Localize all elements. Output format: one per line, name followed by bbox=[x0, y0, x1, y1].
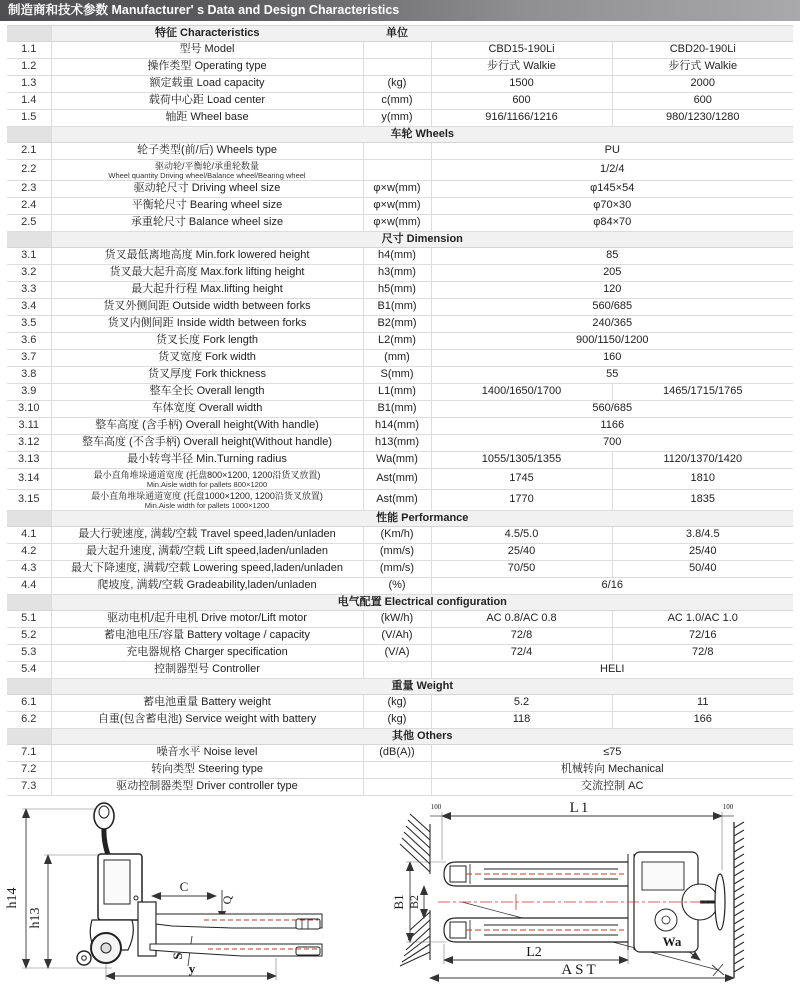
dim-label-l2: L2 bbox=[526, 945, 542, 960]
spec-row bbox=[7, 76, 793, 93]
row-value-merged: φ145×54 bbox=[431, 181, 793, 198]
row-unit bbox=[363, 143, 431, 160]
row-value-model1: CBD15-190Li bbox=[431, 42, 612, 59]
section-header-row bbox=[7, 26, 793, 42]
side-view-drawing bbox=[0, 798, 366, 986]
dim-label-right-margin: 100 bbox=[722, 803, 734, 811]
row-description: 承重轮尺寸 Balance wheel size bbox=[51, 215, 363, 232]
row-number: 4.2 bbox=[7, 544, 51, 561]
unit-header: 单位 bbox=[363, 26, 431, 42]
top-view-drawing bbox=[366, 798, 796, 986]
row-description: 蓄电池电压/容量 Battery voltage / capacity bbox=[51, 628, 363, 645]
row-value-model1: 5.2 bbox=[431, 695, 612, 712]
row-value-merged: 55 bbox=[431, 367, 793, 384]
dim-label-l1: L1 bbox=[569, 800, 591, 816]
row-value-merged: 1166 bbox=[431, 418, 793, 435]
page-title: 制造商和技术参数 Manufacturer' s Data and Design Characteristics bbox=[0, 0, 800, 21]
row-unit: h5(mm) bbox=[363, 282, 431, 299]
row-unit: φ×w(mm) bbox=[363, 215, 431, 232]
row-unit: (mm/s) bbox=[363, 561, 431, 578]
row-value-model2: 72/16 bbox=[612, 628, 793, 645]
row-value-model2: CBD20-190Li bbox=[612, 42, 793, 59]
row-value-merged: 1/2/4 bbox=[431, 160, 793, 181]
row-unit: (dB(A)) bbox=[363, 745, 431, 762]
row-description: 轮子类型(前/后) Wheels type bbox=[51, 143, 363, 160]
row-value-model2: 1120/1370/1420 bbox=[612, 452, 793, 469]
row-description: 驱动控制器类型 Driver controller type bbox=[51, 779, 363, 796]
row-number: 3.12 bbox=[7, 435, 51, 452]
row-number: 3.9 bbox=[7, 384, 51, 401]
row-number: 2.3 bbox=[7, 181, 51, 198]
row-description: 转向类型 Steering type bbox=[51, 762, 363, 779]
row-description: 货叉最低离地高度 Min.fork lowered height bbox=[51, 248, 363, 265]
row-unit: (%) bbox=[363, 578, 431, 595]
spec-row bbox=[7, 42, 793, 59]
spec-row bbox=[7, 215, 793, 232]
dim-label-c: C bbox=[179, 879, 189, 894]
row-number: 6.2 bbox=[7, 712, 51, 729]
row-unit bbox=[363, 762, 431, 779]
row-unit: (V/A) bbox=[363, 645, 431, 662]
row-value-model1: 72/4 bbox=[431, 645, 612, 662]
row-number: 2.1 bbox=[7, 143, 51, 160]
spec-row bbox=[7, 452, 793, 469]
row-number: 6.1 bbox=[7, 695, 51, 712]
row-number: 3.5 bbox=[7, 316, 51, 333]
row-value-model1: 步行式 Walkie bbox=[431, 59, 612, 76]
dim-label-q: Q bbox=[220, 895, 234, 905]
row-unit: Ast(mm) bbox=[363, 490, 431, 511]
spec-row bbox=[7, 645, 793, 662]
row-number: 3.8 bbox=[7, 367, 51, 384]
row-number: 3.14 bbox=[7, 469, 51, 490]
spec-row bbox=[7, 110, 793, 127]
section-label: 重量 Weight bbox=[51, 679, 793, 695]
row-number: 1.4 bbox=[7, 93, 51, 110]
row-description: 最大起升速度, 满载/空载 Lift speed,laden/unladen bbox=[51, 544, 363, 561]
row-value-model2: 600 bbox=[612, 93, 793, 110]
row-description: 货叉厚度 Fork thickness bbox=[51, 367, 363, 384]
row-description: 型号 Model bbox=[51, 42, 363, 59]
row-number: 7.2 bbox=[7, 762, 51, 779]
row-number: 1.3 bbox=[7, 76, 51, 93]
row-value-merged: φ70×30 bbox=[431, 198, 793, 215]
spec-row bbox=[7, 527, 793, 544]
row-description: 最大起升行程 Max.lifting height bbox=[51, 282, 363, 299]
spec-row bbox=[7, 745, 793, 762]
dim-label-wa: Wa bbox=[662, 934, 682, 949]
row-description: 自重(包含蓄电池) Service weight with battery bbox=[51, 712, 363, 729]
row-value-merged: 700 bbox=[431, 435, 793, 452]
row-unit: (kg) bbox=[363, 695, 431, 712]
row-description: 货叉外侧间距 Outside width between forks bbox=[51, 299, 363, 316]
row-value-model1: 118 bbox=[431, 712, 612, 729]
row-unit: (mm) bbox=[363, 350, 431, 367]
row-number: 7.3 bbox=[7, 779, 51, 796]
section-label: 特征 Characteristics bbox=[51, 26, 363, 42]
row-unit: c(mm) bbox=[363, 93, 431, 110]
row-description: 充电器规格 Charger specification bbox=[51, 645, 363, 662]
section-header-row bbox=[7, 232, 793, 248]
row-unit: h14(mm) bbox=[363, 418, 431, 435]
row-number: 1.1 bbox=[7, 42, 51, 59]
section-header-row bbox=[7, 729, 793, 745]
row-unit bbox=[363, 662, 431, 679]
row-description: 最大行驶速度, 满载/空载 Travel speed,laden/unladen bbox=[51, 527, 363, 544]
row-number: 2.4 bbox=[7, 198, 51, 215]
row-unit: h3(mm) bbox=[363, 265, 431, 282]
row-number: 2.2 bbox=[7, 160, 51, 181]
row-value-merged: 560/685 bbox=[431, 401, 793, 418]
row-description bbox=[51, 490, 363, 511]
row-description: 最小转弯半径 Min.Turning radius bbox=[51, 452, 363, 469]
row-number: 3.10 bbox=[7, 401, 51, 418]
spec-row bbox=[7, 662, 793, 679]
spec-row bbox=[7, 143, 793, 160]
row-number: 7.1 bbox=[7, 745, 51, 762]
row-value-model2: 25/40 bbox=[612, 544, 793, 561]
row-number: 5.1 bbox=[7, 611, 51, 628]
spec-table-body bbox=[7, 26, 793, 796]
spec-row bbox=[7, 59, 793, 76]
row-description-zh: 驱动轮/平衡轮/承重轮数量 bbox=[154, 161, 259, 171]
row-unit: L1(mm) bbox=[363, 384, 431, 401]
row-description: 货叉宽度 Fork width bbox=[51, 350, 363, 367]
row-description: 控制器型号 Controller bbox=[51, 662, 363, 679]
row-number: 4.1 bbox=[7, 527, 51, 544]
row-unit: B1(mm) bbox=[363, 401, 431, 418]
row-value-model2: AC 1.0/AC 1.0 bbox=[612, 611, 793, 628]
row-value-merged: φ84×70 bbox=[431, 215, 793, 232]
row-value-model1: 72/8 bbox=[431, 628, 612, 645]
section-no-cell bbox=[7, 595, 51, 611]
row-number: 5.4 bbox=[7, 662, 51, 679]
row-unit: L2(mm) bbox=[363, 333, 431, 350]
row-unit: φ×w(mm) bbox=[363, 181, 431, 198]
row-value-model2: 980/1230/1280 bbox=[612, 110, 793, 127]
row-value-model1: AC 0.8/AC 0.8 bbox=[431, 611, 612, 628]
header-spacer bbox=[431, 26, 793, 42]
row-value-merged: 560/685 bbox=[431, 299, 793, 316]
row-description: 货叉内侧间距 Inside width between forks bbox=[51, 316, 363, 333]
row-unit: (V/Ah) bbox=[363, 628, 431, 645]
spec-row bbox=[7, 544, 793, 561]
dim-label-y: y bbox=[188, 961, 196, 976]
row-unit: (Km/h) bbox=[363, 527, 431, 544]
row-value-merged: 205 bbox=[431, 265, 793, 282]
row-value-merged: ≤75 bbox=[431, 745, 793, 762]
row-number: 4.3 bbox=[7, 561, 51, 578]
row-description-en: Min.Aisle width for pallets 1000×1200 bbox=[144, 501, 270, 510]
row-description bbox=[51, 160, 363, 181]
row-number: 1.2 bbox=[7, 59, 51, 76]
row-number: 3.15 bbox=[7, 490, 51, 511]
row-description: 载荷中心距 Load center bbox=[51, 93, 363, 110]
row-description: 货叉长度 Fork length bbox=[51, 333, 363, 350]
row-value-model2: 3.8/4.5 bbox=[612, 527, 793, 544]
row-unit: B1(mm) bbox=[363, 299, 431, 316]
spec-row bbox=[7, 333, 793, 350]
row-number: 2.5 bbox=[7, 215, 51, 232]
row-value-model1: 1745 bbox=[431, 469, 612, 490]
spec-row bbox=[7, 695, 793, 712]
row-value-model1: 1055/1305/1355 bbox=[431, 452, 612, 469]
spec-row bbox=[7, 181, 793, 198]
row-description: 平衡轮尺寸 Bearing wheel size bbox=[51, 198, 363, 215]
row-number: 1.5 bbox=[7, 110, 51, 127]
row-unit bbox=[363, 42, 431, 59]
spec-row bbox=[7, 316, 793, 333]
spec-row bbox=[7, 248, 793, 265]
spec-row bbox=[7, 198, 793, 215]
row-value-model1: 4.5/5.0 bbox=[431, 527, 612, 544]
row-value-merged: HELI bbox=[431, 662, 793, 679]
dim-label-ast: AST bbox=[561, 962, 599, 978]
spec-row bbox=[7, 367, 793, 384]
row-value-model2: 1810 bbox=[612, 469, 793, 490]
row-number: 5.2 bbox=[7, 628, 51, 645]
row-unit: h13(mm) bbox=[363, 435, 431, 452]
pallet-truck-side-art bbox=[77, 803, 322, 965]
spec-row bbox=[7, 578, 793, 595]
spec-row bbox=[7, 435, 793, 452]
section-label: 电气配置 Electrical configuration bbox=[51, 595, 793, 611]
row-unit: (kg) bbox=[363, 76, 431, 93]
row-value-model2: 2000 bbox=[612, 76, 793, 93]
row-number: 3.11 bbox=[7, 418, 51, 435]
spec-row bbox=[7, 779, 793, 796]
row-description: 整车全长 Overall length bbox=[51, 384, 363, 401]
row-description: 驱动轮尺寸 Driving wheel size bbox=[51, 181, 363, 198]
row-description: 整车高度 (含手柄) Overall height(With handle) bbox=[51, 418, 363, 435]
dim-label-b1: B1 bbox=[391, 894, 406, 910]
row-description: 操作类型 Operating type bbox=[51, 59, 363, 76]
row-unit: (mm/s) bbox=[363, 544, 431, 561]
row-number: 3.13 bbox=[7, 452, 51, 469]
row-value-merged: 机械转向 Mechanical bbox=[431, 762, 793, 779]
section-no-cell bbox=[7, 26, 51, 42]
row-unit bbox=[363, 59, 431, 76]
row-unit: y(mm) bbox=[363, 110, 431, 127]
spec-row bbox=[7, 418, 793, 435]
row-unit bbox=[363, 160, 431, 181]
technical-drawings bbox=[0, 798, 800, 986]
section-no-cell bbox=[7, 511, 51, 527]
row-unit: (kW/h) bbox=[363, 611, 431, 628]
section-label: 尺寸 Dimension bbox=[51, 232, 793, 248]
row-value-model1: 1770 bbox=[431, 490, 612, 511]
spec-row bbox=[7, 628, 793, 645]
row-number: 5.3 bbox=[7, 645, 51, 662]
dim-label-s: S bbox=[170, 952, 185, 960]
row-value-merged: PU bbox=[431, 143, 793, 160]
row-value-model1: 600 bbox=[431, 93, 612, 110]
row-number: 3.7 bbox=[7, 350, 51, 367]
row-number: 3.1 bbox=[7, 248, 51, 265]
spec-row bbox=[7, 93, 793, 110]
row-unit: φ×w(mm) bbox=[363, 198, 431, 215]
row-value-model1: 25/40 bbox=[431, 544, 612, 561]
spec-row bbox=[7, 611, 793, 628]
spec-row bbox=[7, 490, 793, 511]
section-no-cell bbox=[7, 679, 51, 695]
row-value-merged: 85 bbox=[431, 248, 793, 265]
row-number: 4.4 bbox=[7, 578, 51, 595]
row-description-zh: 最小直角堆垛通道宽度 (托盘1000×1200, 1200沿货叉放置) bbox=[91, 491, 323, 501]
section-no-cell bbox=[7, 127, 51, 143]
row-value-merged: 交流控制 AC bbox=[431, 779, 793, 796]
row-unit: h4(mm) bbox=[363, 248, 431, 265]
row-description: 货叉最大起升高度 Max.fork lifting height bbox=[51, 265, 363, 282]
row-value-merged: 900/1150/1200 bbox=[431, 333, 793, 350]
row-unit: Ast(mm) bbox=[363, 469, 431, 490]
section-label: 其他 Others bbox=[51, 729, 793, 745]
section-no-cell bbox=[7, 232, 51, 248]
section-label: 性能 Performance bbox=[51, 511, 793, 527]
row-value-model1: 916/1166/1216 bbox=[431, 110, 612, 127]
dim-label-h13: h13 bbox=[28, 907, 43, 929]
section-header-row bbox=[7, 511, 793, 527]
row-number: 3.4 bbox=[7, 299, 51, 316]
section-no-cell bbox=[7, 729, 51, 745]
row-description: 整车高度 (不含手柄) Overall height(Without handle) bbox=[51, 435, 363, 452]
row-value-model2: 步行式 Walkie bbox=[612, 59, 793, 76]
spec-row bbox=[7, 401, 793, 418]
row-description-en: Wheel quantity Driving wheel/Balance wheel/Bearing wheel bbox=[108, 171, 306, 180]
row-description: 蓄电池重量 Battery weight bbox=[51, 695, 363, 712]
row-description bbox=[51, 469, 363, 490]
row-description: 噪音水平 Noise level bbox=[51, 745, 363, 762]
row-value-merged: 120 bbox=[431, 282, 793, 299]
row-value-model1: 1400/1650/1700 bbox=[431, 384, 612, 401]
spec-row bbox=[7, 265, 793, 282]
row-value-merged: 240/365 bbox=[431, 316, 793, 333]
spec-row bbox=[7, 282, 793, 299]
row-description-en: Min.Aisle width for pallets 800×1200 bbox=[146, 480, 268, 489]
spec-row bbox=[7, 160, 793, 181]
section-header-row bbox=[7, 127, 793, 143]
row-description: 车体宽度 Overall width bbox=[51, 401, 363, 418]
dim-label-h14: h14 bbox=[5, 887, 20, 909]
section-header-row bbox=[7, 679, 793, 695]
row-unit: S(mm) bbox=[363, 367, 431, 384]
row-value-model2: 72/8 bbox=[612, 645, 793, 662]
row-unit: Wa(mm) bbox=[363, 452, 431, 469]
row-value-model2: 50/40 bbox=[612, 561, 793, 578]
dim-label-left-margin: 100 bbox=[430, 803, 442, 811]
spec-row bbox=[7, 561, 793, 578]
section-label: 车轮 Wheels bbox=[51, 127, 793, 143]
dim-label-b2: B2 bbox=[407, 894, 421, 910]
row-description: 驱动电机/起升电机 Drive motor/Lift motor bbox=[51, 611, 363, 628]
row-value-model2: 1465/1715/1765 bbox=[612, 384, 793, 401]
row-value-merged: 6/16 bbox=[431, 578, 793, 595]
spec-row bbox=[7, 350, 793, 367]
row-description: 最大下降速度, 满载/空载 Lowering speed,laden/unladen bbox=[51, 561, 363, 578]
row-value-merged: 160 bbox=[431, 350, 793, 367]
row-unit bbox=[363, 779, 431, 796]
row-value-model1: 1500 bbox=[431, 76, 612, 93]
row-description: 额定载重 Load capacity bbox=[51, 76, 363, 93]
spec-table bbox=[7, 25, 793, 796]
row-description-zh: 最小直角堆垛通道宽度 (托盘800×1200, 1200沿货叉放置) bbox=[93, 470, 321, 480]
spec-row bbox=[7, 469, 793, 490]
row-unit: B2(mm) bbox=[363, 316, 431, 333]
row-number: 3.2 bbox=[7, 265, 51, 282]
row-value-model2: 11 bbox=[612, 695, 793, 712]
spec-row bbox=[7, 299, 793, 316]
row-value-model2: 166 bbox=[612, 712, 793, 729]
spec-row bbox=[7, 712, 793, 729]
section-header-row bbox=[7, 595, 793, 611]
row-unit: (kg) bbox=[363, 712, 431, 729]
row-value-model1: 70/50 bbox=[431, 561, 612, 578]
row-description: 轴距 Wheel base bbox=[51, 110, 363, 127]
row-number: 3.6 bbox=[7, 333, 51, 350]
spec-row bbox=[7, 762, 793, 779]
row-number: 3.3 bbox=[7, 282, 51, 299]
row-description: 爬坡度, 满载/空载 Gradeability,laden/unladen bbox=[51, 578, 363, 595]
spec-row bbox=[7, 384, 793, 401]
row-value-model2: 1835 bbox=[612, 490, 793, 511]
